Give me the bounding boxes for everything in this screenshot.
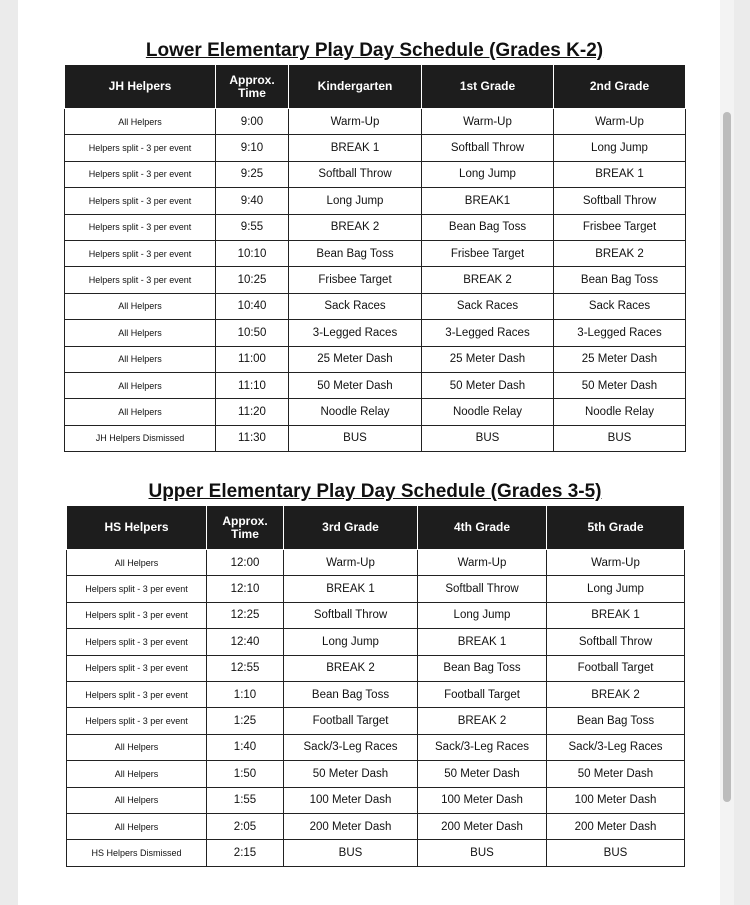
activity-cell: BREAK 2	[554, 240, 686, 266]
activity-cell: Bean Bag Toss	[554, 267, 686, 293]
activity-cell: Sack/3-Leg Races	[547, 734, 685, 760]
table-row	[67, 734, 685, 760]
activity-cell: 200 Meter Dash	[284, 813, 418, 839]
activity-cell: Warm-Up	[547, 550, 685, 576]
activity-cell: Softball Throw	[418, 576, 547, 602]
helper-cell: Helpers split - 3 per event	[65, 267, 216, 293]
helper-cell: Helpers split - 3 per event	[65, 240, 216, 266]
activity-cell: Football Target	[284, 708, 418, 734]
helper-cell: All Helpers	[65, 320, 216, 346]
helper-cell: All Helpers	[65, 399, 216, 425]
time-cell: 10:10	[216, 240, 289, 266]
activity-cell: 25 Meter Dash	[554, 346, 686, 372]
activity-cell: 100 Meter Dash	[418, 787, 547, 813]
time-cell: 1:40	[207, 734, 284, 760]
time-cell: 12:10	[207, 576, 284, 602]
column-header: 2nd Grade	[554, 65, 686, 109]
table-row	[67, 576, 685, 602]
time-cell: 1:50	[207, 761, 284, 787]
activity-cell: 50 Meter Dash	[422, 372, 554, 398]
vertical-scrollbar[interactable]	[720, 0, 734, 905]
activity-cell: Warm-Up	[289, 109, 422, 135]
table-row	[65, 372, 686, 398]
activity-cell: Frisbee Target	[422, 240, 554, 266]
table-row	[65, 135, 686, 161]
activity-cell: Sack Races	[289, 293, 422, 319]
helper-cell: Helpers split - 3 per event	[67, 629, 207, 655]
activity-cell: 200 Meter Dash	[547, 813, 685, 839]
time-cell: 9:55	[216, 214, 289, 240]
activity-cell: Bean Bag Toss	[547, 708, 685, 734]
activity-cell: Softball Throw	[422, 135, 554, 161]
activity-cell: BUS	[289, 425, 422, 451]
helper-cell: All Helpers	[67, 787, 207, 813]
helper-cell: Helpers split - 3 per event	[65, 214, 216, 240]
activity-cell: Bean Bag Toss	[422, 214, 554, 240]
table-header-row	[65, 65, 686, 109]
activity-cell: 50 Meter Dash	[554, 372, 686, 398]
table-row	[65, 267, 686, 293]
activity-cell: Long Jump	[418, 602, 547, 628]
table-row	[67, 840, 685, 866]
table-row	[65, 214, 686, 240]
column-header: 3rd Grade	[284, 506, 418, 550]
helper-cell: Helpers split - 3 per event	[67, 602, 207, 628]
time-cell: 1:10	[207, 681, 284, 707]
helper-cell: HS Helpers Dismissed	[67, 840, 207, 866]
activity-cell: Football Target	[547, 655, 685, 681]
table-row	[67, 655, 685, 681]
time-cell: 12:25	[207, 602, 284, 628]
helper-cell: Helpers split - 3 per event	[67, 655, 207, 681]
helper-cell: Helpers split - 3 per event	[67, 576, 207, 602]
time-cell: 12:55	[207, 655, 284, 681]
activity-cell: Sack Races	[554, 293, 686, 319]
activity-cell: BREAK 2	[422, 267, 554, 293]
activity-cell: BREAK1	[422, 188, 554, 214]
activity-cell: Bean Bag Toss	[284, 681, 418, 707]
activity-cell: BREAK 2	[547, 681, 685, 707]
activity-cell: Bean Bag Toss	[289, 240, 422, 266]
activity-cell: Softball Throw	[284, 602, 418, 628]
time-cell: 9:00	[216, 109, 289, 135]
column-header: JH Helpers	[65, 65, 216, 109]
activity-cell: 50 Meter Dash	[547, 761, 685, 787]
table-row	[67, 629, 685, 655]
helper-cell: All Helpers	[67, 734, 207, 760]
helper-cell: Helpers split - 3 per event	[67, 681, 207, 707]
time-cell: 11:10	[216, 372, 289, 398]
activity-cell: 25 Meter Dash	[422, 346, 554, 372]
activity-cell: BREAK 1	[554, 161, 686, 187]
time-cell: 12:40	[207, 629, 284, 655]
time-cell: 12:00	[207, 550, 284, 576]
activity-cell: Frisbee Target	[554, 214, 686, 240]
helper-cell: All Helpers	[67, 761, 207, 787]
activity-cell: BUS	[547, 840, 685, 866]
scrollbar-thumb[interactable]	[723, 112, 731, 802]
helper-cell: All Helpers	[65, 346, 216, 372]
activity-cell: Long Jump	[422, 161, 554, 187]
lower-schedule-table	[64, 64, 686, 452]
activity-cell: Warm-Up	[554, 109, 686, 135]
lower-schedule-title: Lower Elementary Play Day Schedule (Grades K-2)	[145, 40, 604, 61]
activity-cell: 3-Legged Races	[554, 320, 686, 346]
time-cell: 10:40	[216, 293, 289, 319]
helper-cell: Helpers split - 3 per event	[65, 188, 216, 214]
activity-cell: BREAK 1	[547, 602, 685, 628]
helper-cell: All Helpers	[65, 293, 216, 319]
activity-cell: Long Jump	[289, 188, 422, 214]
activity-cell: BUS	[422, 425, 554, 451]
table-header-row	[67, 506, 685, 550]
activity-cell: Noodle Relay	[289, 399, 422, 425]
activity-cell: Long Jump	[554, 135, 686, 161]
table-row	[67, 602, 685, 628]
activity-cell: 3-Legged Races	[422, 320, 554, 346]
activity-cell: Sack/3-Leg Races	[284, 734, 418, 760]
time-cell: 9:25	[216, 161, 289, 187]
time-cell: 1:25	[207, 708, 284, 734]
activity-cell: Long Jump	[284, 629, 418, 655]
column-header: HS Helpers	[67, 506, 207, 550]
table-row	[65, 399, 686, 425]
column-header: 1st Grade	[422, 65, 554, 109]
table-row	[67, 787, 685, 813]
column-header: Kindergarten	[289, 65, 422, 109]
activity-cell: BUS	[284, 840, 418, 866]
table-row	[65, 293, 686, 319]
activity-cell: Sack Races	[422, 293, 554, 319]
activity-cell: Softball Throw	[554, 188, 686, 214]
helper-cell: Helpers split - 3 per event	[67, 708, 207, 734]
activity-cell: BREAK 1	[418, 629, 547, 655]
column-header: 4th Grade	[418, 506, 547, 550]
time-cell: 2:15	[207, 840, 284, 866]
activity-cell: BREAK 2	[289, 214, 422, 240]
activity-cell: BREAK 1	[289, 135, 422, 161]
activity-cell: Noodle Relay	[554, 399, 686, 425]
activity-cell: Warm-Up	[418, 550, 547, 576]
helper-cell: Helpers split - 3 per event	[65, 135, 216, 161]
activity-cell: Softball Throw	[289, 161, 422, 187]
activity-cell: Noodle Relay	[422, 399, 554, 425]
upper-schedule-table	[66, 505, 685, 867]
activity-cell: Bean Bag Toss	[418, 655, 547, 681]
column-header: Approx. Time	[216, 65, 289, 109]
activity-cell: 200 Meter Dash	[418, 813, 547, 839]
time-cell: 1:55	[207, 787, 284, 813]
activity-cell: BUS	[418, 840, 547, 866]
upper-schedule-title: Upper Elementary Play Day Schedule (Grades 3-5)	[148, 481, 602, 502]
column-header: 5th Grade	[547, 506, 685, 550]
table-row	[65, 320, 686, 346]
activity-cell: 50 Meter Dash	[289, 372, 422, 398]
activity-cell: Warm-Up	[422, 109, 554, 135]
activity-cell: Football Target	[418, 681, 547, 707]
table-row	[67, 550, 685, 576]
activity-cell: 50 Meter Dash	[284, 761, 418, 787]
activity-cell: Frisbee Target	[289, 267, 422, 293]
activity-cell: 100 Meter Dash	[547, 787, 685, 813]
activity-cell: 50 Meter Dash	[418, 761, 547, 787]
time-cell: 2:05	[207, 813, 284, 839]
activity-cell: BREAK 2	[284, 655, 418, 681]
activity-cell: Long Jump	[547, 576, 685, 602]
table-row	[67, 681, 685, 707]
table-row	[65, 161, 686, 187]
activity-cell: 3-Legged Races	[289, 320, 422, 346]
table-row	[67, 708, 685, 734]
table-row	[65, 109, 686, 135]
table-row	[65, 425, 686, 451]
activity-cell: Sack/3-Leg Races	[418, 734, 547, 760]
time-cell: 11:30	[216, 425, 289, 451]
helper-cell: All Helpers	[67, 550, 207, 576]
helper-cell: JH Helpers Dismissed	[65, 425, 216, 451]
time-cell: 11:20	[216, 399, 289, 425]
time-cell: 10:50	[216, 320, 289, 346]
activity-cell: 100 Meter Dash	[284, 787, 418, 813]
helper-cell: All Helpers	[65, 109, 216, 135]
time-cell: 9:40	[216, 188, 289, 214]
table-row	[67, 761, 685, 787]
activity-cell: BREAK 2	[418, 708, 547, 734]
table-row	[67, 813, 685, 839]
activity-cell: Softball Throw	[547, 629, 685, 655]
activity-cell: 25 Meter Dash	[289, 346, 422, 372]
column-header: Approx. Time	[207, 506, 284, 550]
table-row	[65, 346, 686, 372]
time-cell: 9:10	[216, 135, 289, 161]
helper-cell: Helpers split - 3 per event	[65, 161, 216, 187]
time-cell: 10:25	[216, 267, 289, 293]
time-cell: 11:00	[216, 346, 289, 372]
table-row	[65, 240, 686, 266]
activity-cell: Warm-Up	[284, 550, 418, 576]
activity-cell: BREAK 1	[284, 576, 418, 602]
helper-cell: All Helpers	[67, 813, 207, 839]
activity-cell: BUS	[554, 425, 686, 451]
table-row	[65, 188, 686, 214]
helper-cell: All Helpers	[65, 372, 216, 398]
